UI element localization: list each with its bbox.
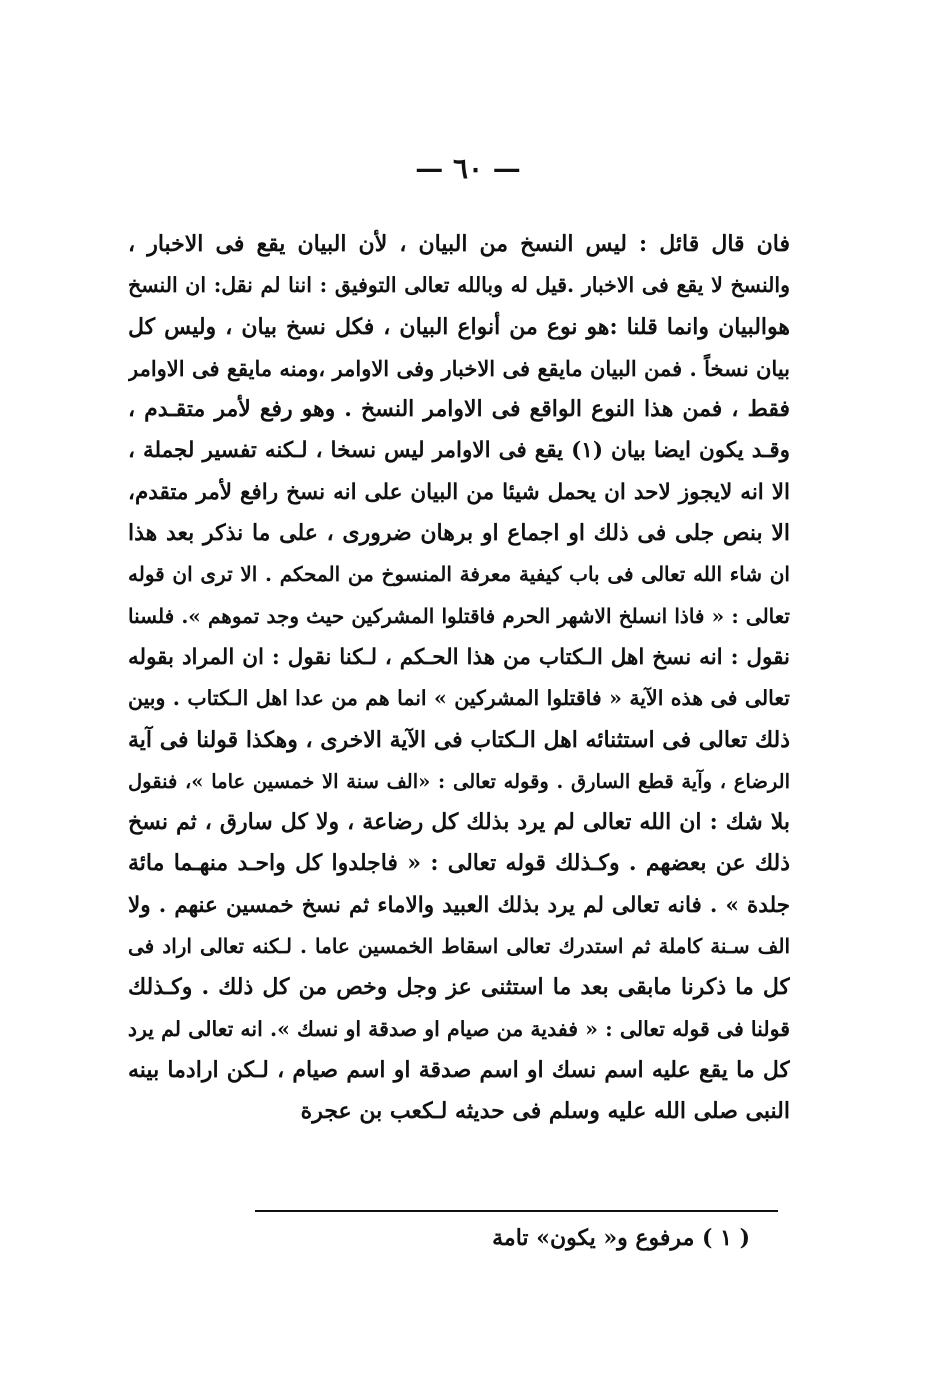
text-line: كل ما يقع عليه اسم نسك او اسم صدقة او اسم صيام ، لـكن ارادما بينه [128, 1056, 790, 1083]
text-line: تعالى : « فاذا انسلخ الاشهر الحرم فاقتلوا المشركين حيث وجد تموهم ». فلسنا [128, 603, 790, 628]
text-line: ان شاء الله تعالى فى باب كيفية معرفة المنسوخ من المحكم . الا ترى ان قوله [128, 562, 790, 587]
text-line: وقـد يكون ايضا بيان (١) يقع فى الاوامر ليس نسخا ، لـكنه تفسير لجملة ، [128, 438, 790, 464]
text-line: بلا شك : ان الله تعالى لم يرد بذلك كل رضاعة ، ولا كل سارق ، ثم نسخ [128, 809, 790, 836]
page-number: — ٦٠ — [415, 152, 521, 185]
text-line: ذلك تعالى فى استثنائه اهل الـكتاب فى الآية الاخرى ، وهكذا قولنا فى آية [128, 726, 790, 753]
text-line: هوالبيان وانما قلنا :هو نوع من أنواع البيان ، فكل نسخ بيان ، وليس كل [128, 313, 790, 340]
text-line: الف سـنة كاملة ثم استدرك تعالى اسقاط الخمسين عاما . لـكنه تعالى اراد فى [128, 934, 790, 959]
text-line: الا انه لايجوز لاحد ان يحمل شيئا من البيان على انه نسخ رافع لأمر متقدم، [128, 479, 790, 505]
body-text [128, 224, 790, 1133]
text-line: تعالى فى هذه الآية « فاقتلوا المشركين » انما هم من عدا اهل الـكتاب . وبين [128, 686, 790, 711]
text-line: الا بنص جلى فى ذلك او اجماع او برهان ضرورى ، على ما نذكر بعد هذا [128, 520, 790, 547]
text-line: جلدة » . فانه تعالى لم يرد بذلك العبيد والاماء ثم نسخ خمسين عنهم . ولا [128, 892, 790, 918]
footnote: ( ١ ) مرفوع و« يكون» تامة [492, 1225, 750, 1251]
text-line: كل ما ذكرنا مابقى بعد ما استثنى عز وجل وخص من كل ذلك . وكـذلك [128, 974, 790, 1001]
text-line: بيان نسخاً . فمن البيان مايقع فى الاخبار وفى الاوامر ،ومنه مايقع فى الاوامر [128, 355, 790, 381]
footnote-divider [255, 1210, 778, 1212]
text-line: نقول : انه نسخ اهل الـكتاب من هذا الحـكم ، لـكنا نقول : ان المراد بقوله [128, 644, 790, 670]
text-line: والنسخ لا يقع فى الاخبار .قيل له وبالله تعالى التوفيق : اننا لم نقل: ان النسخ [128, 273, 790, 298]
text-line: فان قال قائل : ليس النسخ من البيان ، لأن البيان يقع فى الاخبار ، [128, 231, 790, 257]
text-line: الرضاع ، وآية قطع السارق . وقوله تعالى : «الف سنة الا خمسين عاما »، فنقول [128, 769, 790, 793]
text-line: قولنا فى قوله تعالى : « ففدية من صيام او صدقة او نسك ». انه تعالى لم يرد [128, 1016, 790, 1041]
text-line: فقط ، فمن هذا النوع الواقع فى الاوامر النسخ . وهو رفع لأمر متقـدم ، [128, 396, 790, 423]
text-line: النبى صلى الله عليه وسلم فى حديثه لـكعب بن عجرة [300, 1098, 790, 1125]
text-line: ذلك عن بعضهم . وكـذلك قوله تعالى : « فاجلدوا كل واحـد منهـما مائة [128, 850, 790, 877]
